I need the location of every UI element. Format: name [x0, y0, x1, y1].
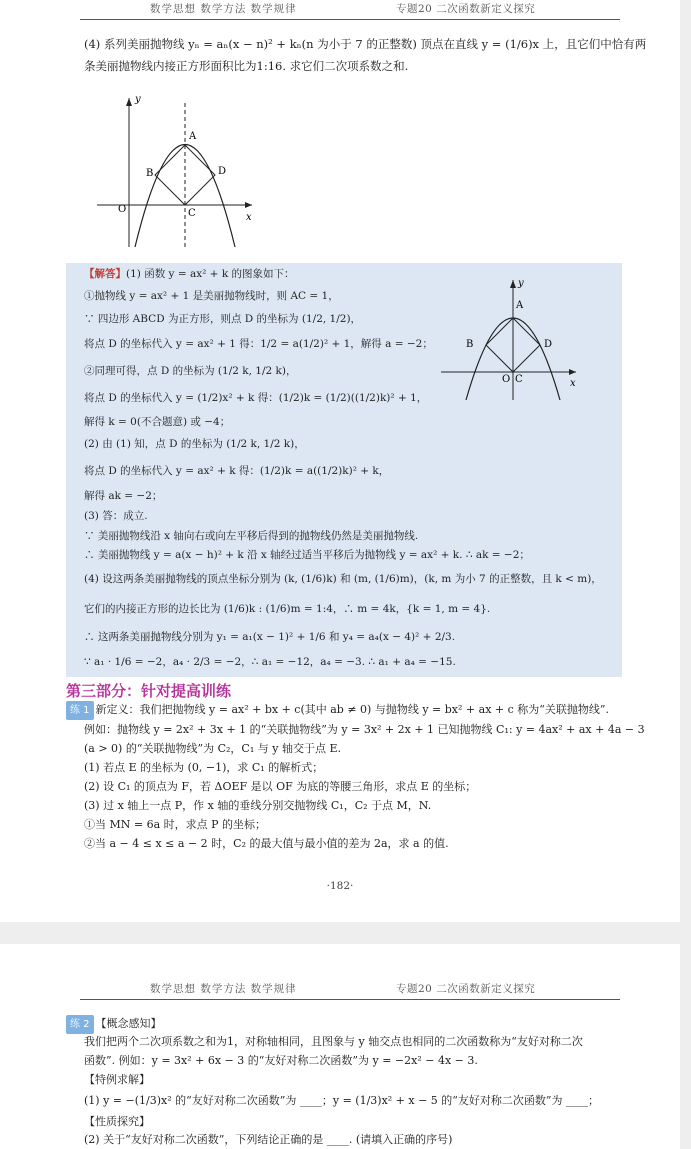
answer-line: (3) 答：成立. [84, 510, 148, 522]
answer-line: ①抛物线 y = ax² + 1 是美丽抛物线时，则 AC = 1， [84, 290, 339, 302]
exercise-1-line: 例如：抛物线 y = 2x² + 3x + 1 的“关联抛物线”为 y = 3x² + 2x + 1 已知抛物线 C₁: y = 4ax² + ax + 4a − 3 [84, 723, 645, 736]
exercise-1-line: ①当 MN = 6a 时，求点 P 的坐标； [84, 818, 267, 831]
exercise-2-line: (1) y = −(1/3)x² 的“友好对称二次函数”为 ____；y = (1/3)x² + x − 5 的“友好对称二次函数”为 ____； [84, 1094, 600, 1107]
header-left: 数学思想 数学方法 数学规律 [150, 983, 297, 995]
origin-label: O [118, 204, 127, 215]
exercise-2-line: (2) 关于“友好对称二次函数”，下列结论正确的是 ____. (请填入正确的序号) [84, 1133, 453, 1146]
answer-line: 解得 ak = −2； [84, 490, 163, 502]
exercise-2-line: 【性质探究】 [84, 1115, 150, 1128]
page-number: ·182· [326, 880, 354, 892]
answer-line: ∵ 美丽抛物线沿 x 轴向右或向左平移后得到的抛物线仍然是美丽抛物线. [84, 530, 419, 542]
document-page-183 [0, 944, 680, 1149]
x-axis-label: x [246, 212, 252, 223]
point-a-label: A [189, 131, 197, 142]
exercise-2-line: 我们把两个二次项系数之和为1，对称轴相同，且图象与 y 轴交点也相同的二次函数称为“友好对称二次 [84, 1035, 583, 1048]
answer-line: (4) 设这两条美丽抛物线的顶点坐标分别为 (k, (1/6)k) 和 (m, (1/6)m)，(k, m 为小 7 的正整数，且 k < m)， [84, 573, 602, 585]
header-rule [80, 19, 620, 20]
problem-line: (4) 系列美丽抛物线 yₙ = aₙ(x − n)² + kₙ(n 为小于 7 的正整数) 顶点在直线 y = (1/6)x 上，且它们中恰有两 [84, 37, 647, 51]
answer-line: 将点 D 的坐标代入 y = (1/2)x² + k 得：(1/2)k = (1/2)((1/2)k)² + 1， [84, 392, 428, 404]
y-axis-label: y [135, 94, 141, 105]
answer-line: 解得 k = 0(不合题意) 或 −4； [84, 416, 231, 428]
answer-line: (2) 由 (1) 知，点 D 的坐标为 (1/2 k, 1/2 k)， [84, 438, 305, 450]
exercise-1-label: 练 1 [66, 701, 94, 720]
point-b-label: B [146, 168, 154, 179]
exercise-2-label: 练 2 [66, 1015, 94, 1034]
origin-label: O [502, 374, 511, 385]
problem-line: 条美丽抛物线内接正方形面积比为1:16. 求它们二次项系数之和. [84, 59, 409, 73]
section-title: 第三部分：针对提高训练 [66, 682, 232, 700]
point-c-label: C [515, 374, 523, 385]
x-axis-label: x [570, 378, 576, 389]
parabola-square-figure [92, 92, 264, 252]
answer-line: 将点 D 的坐标代入 y = ax² + k 得：(1/2)k = a((1/2)k)² + k， [84, 465, 390, 477]
answer-line: ∵ 四边形 ABCD 为正方形，则点 D 的坐标为 (1/2, 1/2)， [84, 313, 362, 325]
answer-line: ∴ 美丽抛物线 y = a(x − h)² + k 沿 x 轴经过适当平移后为抛物线 y = ax² + k. ∴ ak = −2； [84, 549, 530, 561]
exercise-2-line: 练 2 【概念感知】 [66, 1014, 162, 1034]
exercise-1-line: (2) 设 C₁ 的顶点为 F，若 ΔOEF 是以 OF 为底的等腰三角形，求点 E 的坐标； [84, 780, 477, 793]
answer-line: ∵ a₁ · 1/6 = −2，a₄ · 2/3 = −2，∴ a₁ = −12，a₄ = −3. ∴ a₁ + a₄ = −15. [84, 656, 456, 668]
header-rule [80, 999, 620, 1000]
exercise-1-line: (1) 若点 E 的坐标为 (0, −1)，求 C₁ 的解析式； [84, 761, 324, 774]
answer-line: 【解答】(1) 函数 y = ax² + k 的图象如下： [84, 268, 295, 280]
exercise-2-line: 函数”. 例如：y = 3x² + 6x − 3 的“友好对称二次函数”为 y = −2x² − 4x − 3. [84, 1054, 478, 1067]
point-a-label: A [516, 300, 524, 311]
point-b-label: B [466, 339, 474, 350]
answer-line: 将点 D 的坐标代入 y = ax² + 1 得：1/2 = a(1/2)² + 1，解得 a = −2； [84, 338, 433, 350]
answer-line: ∴ 这两条美丽抛物线分别为 y₁ = a₁(x − 1)² + 1/6 和 y₄ = a₄(x − 4)² + 2/3. [84, 631, 456, 643]
exercise-2-line: 【特例求解】 [84, 1073, 150, 1086]
y-axis-label: y [518, 278, 524, 289]
header-right: 专题20 二次函数新定义探究 [396, 983, 536, 995]
header-left: 数学思想 数学方法 数学规律 [150, 3, 297, 15]
header-right: 专题20 二次函数新定义探究 [396, 3, 536, 15]
answer-parabola-figure [436, 276, 586, 406]
page-header [80, 0, 608, 20]
exercise-1-line: ②当 a − 4 ≤ x ≤ a − 2 时，C₂ 的最大值与最小值的差为 2a，求 a 的值. [84, 837, 449, 850]
exercise-1-line: 练 1 新定义：我们把抛物线 y = ax² + bx + c(其中 ab ≠ 0) 与抛物线 y = bx² + ax + c 称为“关联抛物线”. [66, 700, 609, 720]
exercise-1-line: (3) 过 x 轴上一点 P，作 x 轴的垂线分别交抛物线 C₁，C₂ 于点 M，N. [84, 799, 432, 812]
point-d-label: D [544, 339, 553, 350]
answer-line: 它们的内接正方形的边长比为 (1/6)k : (1/6)m = 1:4，∴ m = 4k，{k = 1, m = 4}. [84, 603, 491, 615]
page-header [80, 980, 608, 1000]
answer-tag: 【解答】 [84, 268, 126, 280]
exercise-1-line: (a > 0) 的“关联抛物线”为 C₂，C₁ 与 y 轴交于点 E. [84, 742, 341, 755]
point-c-label: C [188, 208, 196, 219]
answer-line: ②同理可得，点 D 的坐标为 (1/2 k, 1/2 k)， [84, 365, 297, 377]
point-d-label: D [218, 166, 227, 177]
